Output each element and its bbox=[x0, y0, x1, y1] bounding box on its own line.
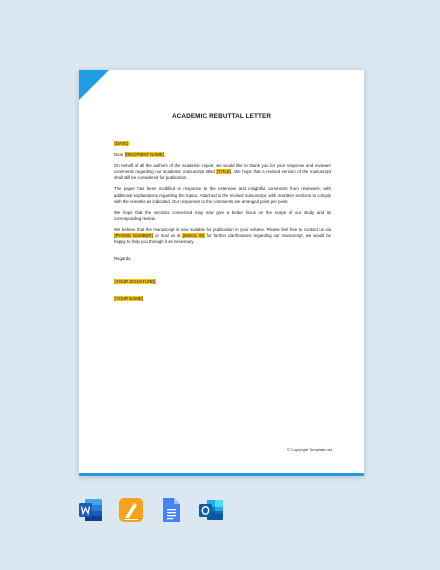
app-icons-row bbox=[78, 498, 224, 522]
paragraph-2: The paper has been modified in response to the extensive and insightful comments from reviewers, with additional explanations regarding the topics. Attached is the revised manuscript, with rewritten sections to comply with the remarks as indicated. Our responses to the comments are arranged point per point. bbox=[114, 186, 331, 204]
date-placeholder: [DATE] bbox=[114, 141, 129, 146]
name-placeholder: [YOUR NAME] bbox=[114, 296, 143, 302]
google-docs-icon[interactable] bbox=[158, 497, 184, 523]
letter-body bbox=[114, 141, 331, 307]
paragraph-3: We hope that the sections concerned may now give a better focus on the scope of our study and its corresponding review. bbox=[114, 209, 331, 222]
copyright-text: © Copyright Template.net bbox=[286, 447, 332, 452]
corner-accent bbox=[79, 70, 109, 100]
word-icon[interactable] bbox=[78, 497, 104, 523]
closing: Regards, bbox=[114, 256, 132, 262]
phone-placeholder: [PHONE NUMBER] bbox=[114, 233, 153, 239]
outlook-icon[interactable] bbox=[198, 497, 224, 523]
signature-placeholder: [YOUR SIGNATURE] bbox=[114, 279, 156, 285]
document-page bbox=[79, 70, 364, 476]
signature-line bbox=[114, 279, 331, 285]
title-placeholder: [TITLE] bbox=[216, 169, 231, 175]
email-placeholder: [EMAIL ID] bbox=[182, 233, 205, 239]
name-line bbox=[114, 296, 331, 302]
bottom-accent-bar bbox=[79, 473, 364, 476]
paragraph-4: We believe that the manuscript is now suitable for publication in your volume. Please feel free to contact us via [PHONE NUMBER] or mail us at [EMAIL ID] for further clarifications regarding our manuscript, we would be happy to help you through it as necessary. bbox=[114, 227, 331, 245]
salutation: Dear [RECIPIENT NAME], bbox=[114, 152, 166, 157]
document-title: ACADEMIC REBUTTAL LETTER bbox=[171, 113, 272, 120]
pages-icon[interactable] bbox=[118, 497, 144, 523]
date-line bbox=[114, 141, 331, 147]
paragraph-1: On behalf of all the authors of the academic report, we would like to thank you for your response and reviewer comments regarding our academic manuscript titled [TITLE]. We hope that a revised version of the manuscript shall still be considered for publication. bbox=[114, 163, 332, 181]
recipient-placeholder: [RECIPIENT NAME] bbox=[125, 152, 164, 157]
